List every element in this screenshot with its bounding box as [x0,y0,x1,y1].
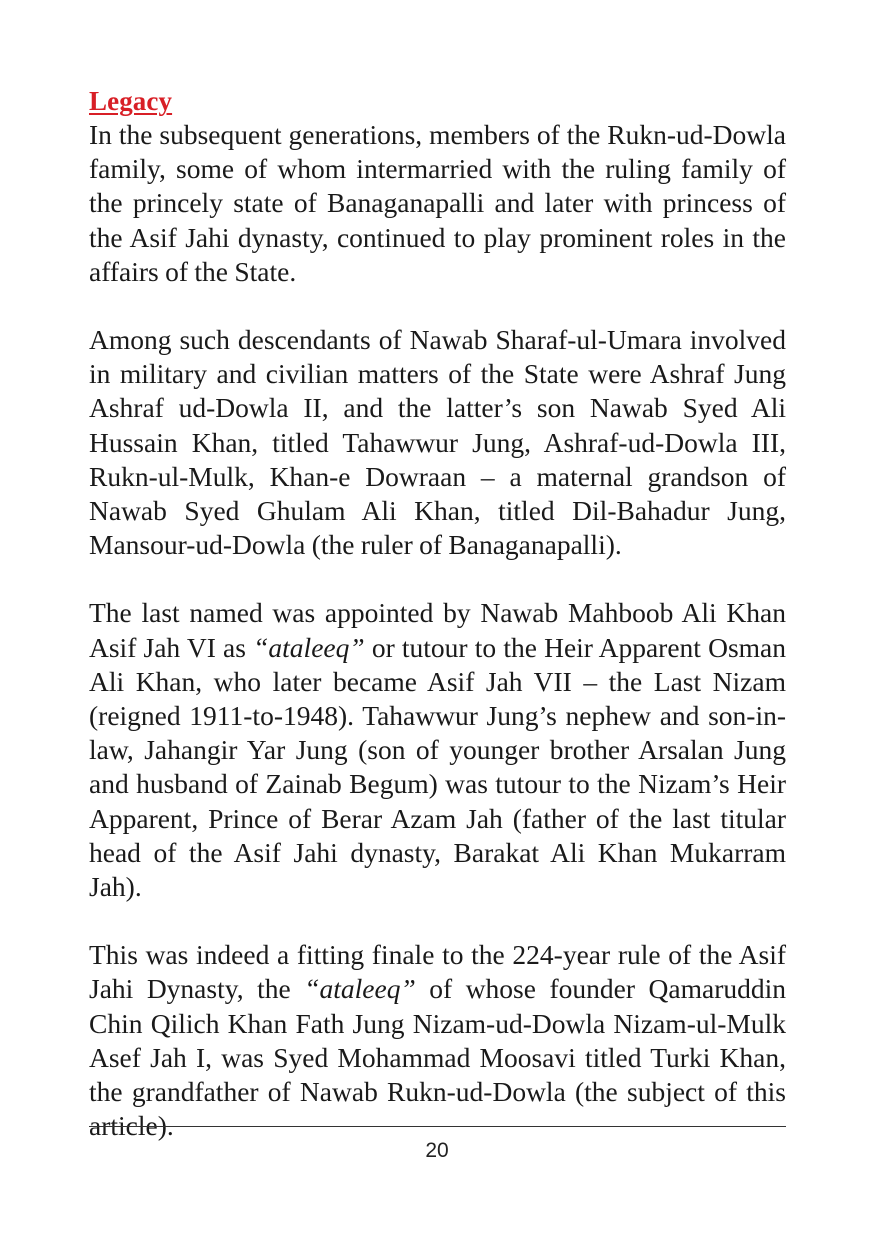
paragraph-3-text-a: The last named was appointed by Nawab Mahboob Ali Khan Asif Jah VI as [89,597,786,663]
paragraph-1: In the subsequent generations, members of the Rukn-ud-Dowla family, some of whom intermarried with the ruling family of the princely state of Banaganapalli and later with princess of the Asif Jahi dynasty, continued to play prominent roles in the affairs of the State. [89,119,786,287]
paragraph-3-italic-term: “ataleeq” [253,631,365,663]
paragraph-4 [89,938,786,1143]
page-number: 20 [425,1139,449,1162]
paragraph-3 [89,596,786,904]
paragraph-2: Among such descendants of Nawab Sharaf-ul-Umara involved in military and civilian matters of the State were Ashraf Jung Ashraf ud-Dowla II, and the latter’s son Nawab Syed Ali Hussain Khan, titled Tahawwur Jung, Ashraf-ud-Dowla III, Rukn-ul-Mulk, Khan-e Dowraan – a maternal grandson of Nawab Syed Ghulam Ali Khan, titled Dil-Bahadur Jung, Mansour-ud-Dowla (the ruler of Banaganapalli). [89,324,786,561]
page-content [89,84,786,1143]
paragraph-4-text-b: of whose founder Qamaruddin Chin Qilich Khan Fath Jung Nizam-ud-Dowla Nizam-ul-Mulk Asef Jah I, was Syed Mohammad Moosavi titled Turki Khan, the grandfather of Nawab Rukn-ud-Dowla (the subject of this article). [89,973,786,1142]
paragraph-4-text-a: This was indeed a fitting finale to the 224-year rule of the Asif Jahi Dynasty, the [89,939,786,1005]
paragraph-3-text-b: or tutour to the Heir Apparent Osman Ali Khan, who later became Asif Jah VII – the Last Nizam (reigned 1911-to-1948). Tahawwur Jung’s nephew and son-in-law, Jahangir Yar Jung (son of younger brother Arsalan Jung and husband of Zainab Begum) was tutour to the Nizam’s Heir Apparent, Prince of Berar Azam Jah (father of the last titular head of the Asif Jahi dynasty, Barakat Ali Khan Mukarram Jah). [89,631,786,903]
paragraph-4-italic-term: “ataleeq” [304,973,416,1005]
section-heading: Legacy [89,86,173,116]
footer-divider [89,1126,786,1127]
